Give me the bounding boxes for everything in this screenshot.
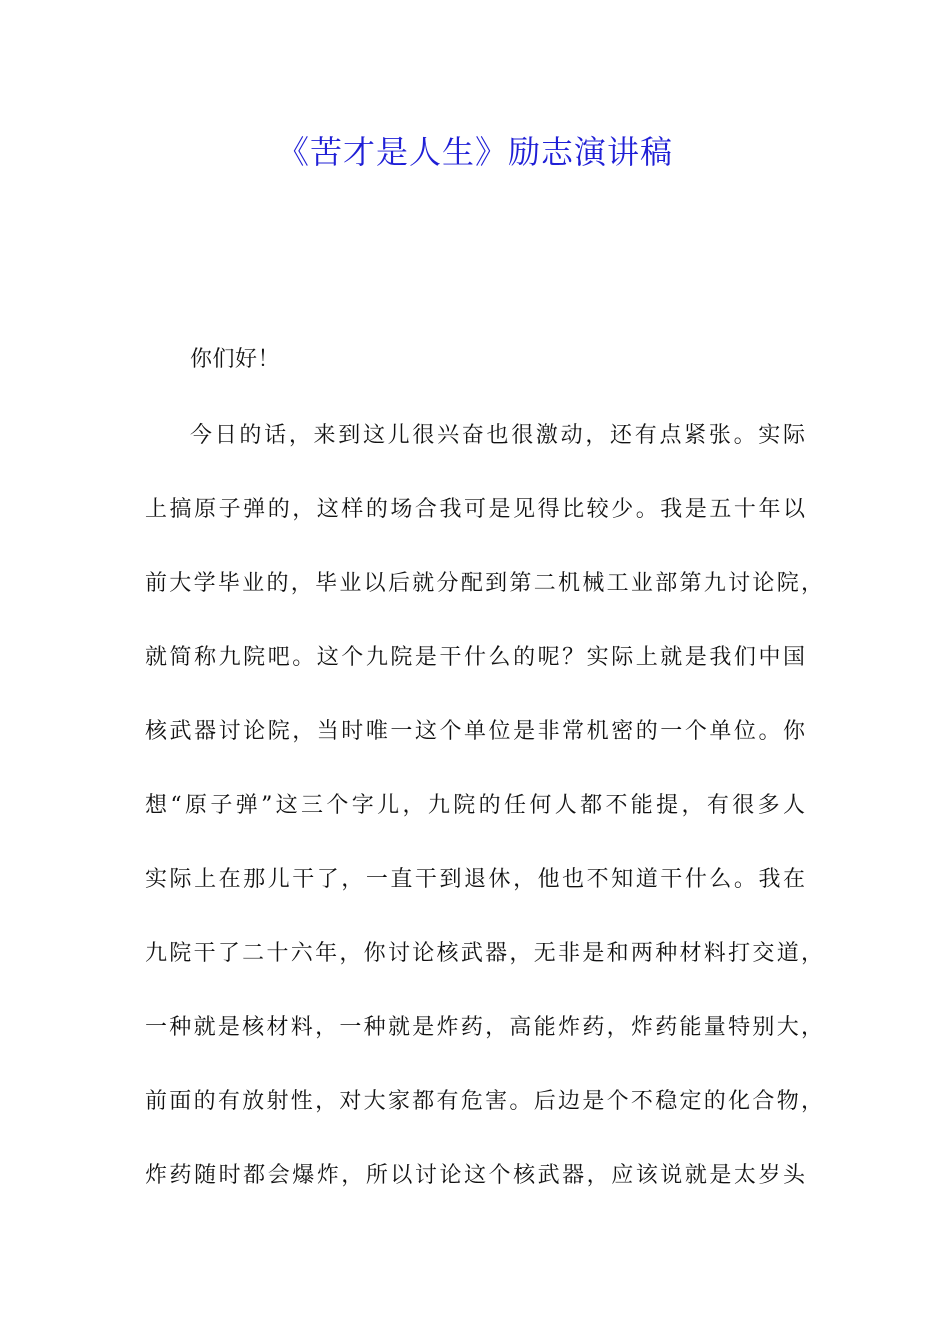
paragraph-line: 一种就是核材料，一种就是炸药，高能炸药，炸药能量特别大， — [145, 1015, 823, 1040]
paragraph-line: 上搞原子弹的，这样的场合我可是见得比较少。我是五十年以 — [145, 497, 805, 522]
paragraph-line: 九院干了二十六年，你讨论核武器，无非是和两种材料打交道， — [145, 941, 823, 966]
paragraph-line: 实际上在那儿干了，一直干到退休，他也不知道干什么。我在 — [145, 867, 805, 892]
paragraph-line: 想“原子弹”这三个字儿，九院的任何人都不能提，有很多人 — [145, 793, 805, 818]
paragraph-line: 核武器讨论院，当时唯一这个单位是非常机密的一个单位。你 — [145, 719, 805, 744]
paragraph-line: 前面的有放射性，对大家都有危害。后边是个不稳定的化合物， — [145, 1089, 823, 1114]
greeting-line: 你们好！ — [190, 347, 281, 372]
document-title: 《苦才是人生》励志演讲稿 — [276, 133, 673, 171]
paragraph-line: 就简称九院吧。这个九院是干什么的呢？实际上就是我们中国 — [145, 645, 805, 670]
paragraph-line: 今日的话，来到这儿很兴奋也很激动，还有点紧张。实际 — [190, 423, 805, 448]
paragraph-line: 前大学毕业的，毕业以后就分配到第二机械工业部第九讨论院， — [145, 571, 823, 596]
paragraph-line: 炸药随时都会爆炸，所以讨论这个核武器，应该说就是太岁头 — [145, 1163, 805, 1188]
